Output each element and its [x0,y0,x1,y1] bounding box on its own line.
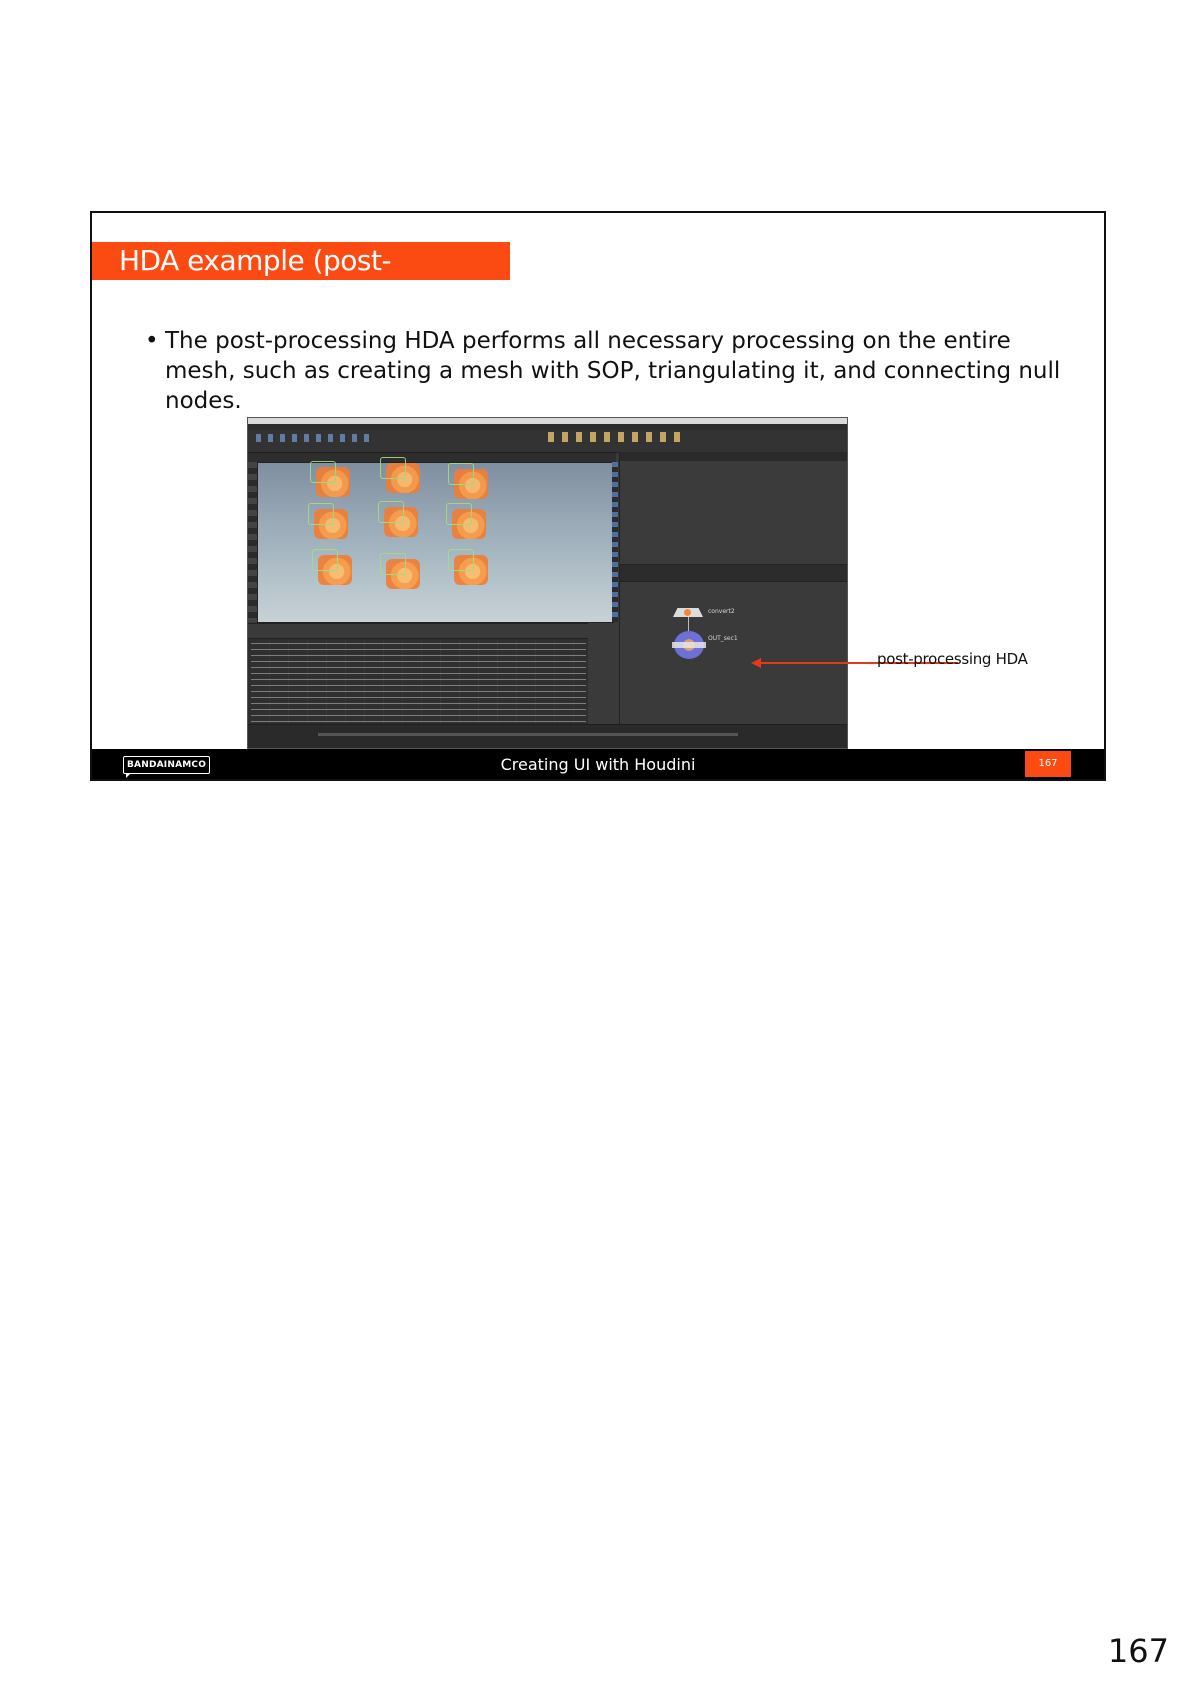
viewport-header [248,453,616,462]
mesh-tile [452,509,486,539]
mesh-tile [386,463,420,493]
spreadsheet-toolbar [248,624,588,639]
mesh-tile [318,555,352,585]
slide-footer [92,749,1104,781]
convert-node [673,608,703,617]
mesh-tile [314,509,348,539]
page-number: 167 [1107,1632,1169,1670]
slide [90,211,1106,781]
footer-title: Creating UI with Houdini [500,755,696,774]
viewport-left-toolbar [248,462,257,622]
scene-viewport [257,462,614,623]
bullet-text: The post-processing HDA performs all necessary processing on the entire mesh, such as creating a mesh with SOP, triangulating it, and connecting null nodes. [165,328,1061,414]
post-processing-hda-node [674,631,704,659]
mesh-tile [384,507,418,537]
bullet-marker: • [145,328,159,354]
mesh-tile [454,469,488,499]
slide-number-badge: 167 [1025,751,1071,777]
mesh-tile [316,467,350,497]
bandainamco-logo: BANDAINAMCO [123,756,210,774]
bullet-point [145,326,1065,416]
shelf-tool-icons [548,432,688,442]
network-editor-header [620,565,848,582]
parameter-pane [619,452,848,562]
network-editor [619,564,848,749]
spreadsheet-table [251,640,586,724]
annotation-label: post-processing HDA [877,650,1028,668]
timeline-track [318,733,738,736]
parameter-pane-header [620,452,848,461]
convert-node-label: convert2 [708,608,735,615]
geometry-spreadsheet [248,623,588,725]
shelf-tab-icons [256,434,376,442]
hda-node-label: OUT_sec1 [708,635,738,642]
mesh-tile [386,559,420,589]
timeline-bar [248,724,847,749]
houdini-screenshot [247,417,848,749]
viewport-right-toolbar [612,462,618,622]
mesh-tile [454,555,488,585]
slide-title: HDA example (post-processing) [92,242,510,280]
